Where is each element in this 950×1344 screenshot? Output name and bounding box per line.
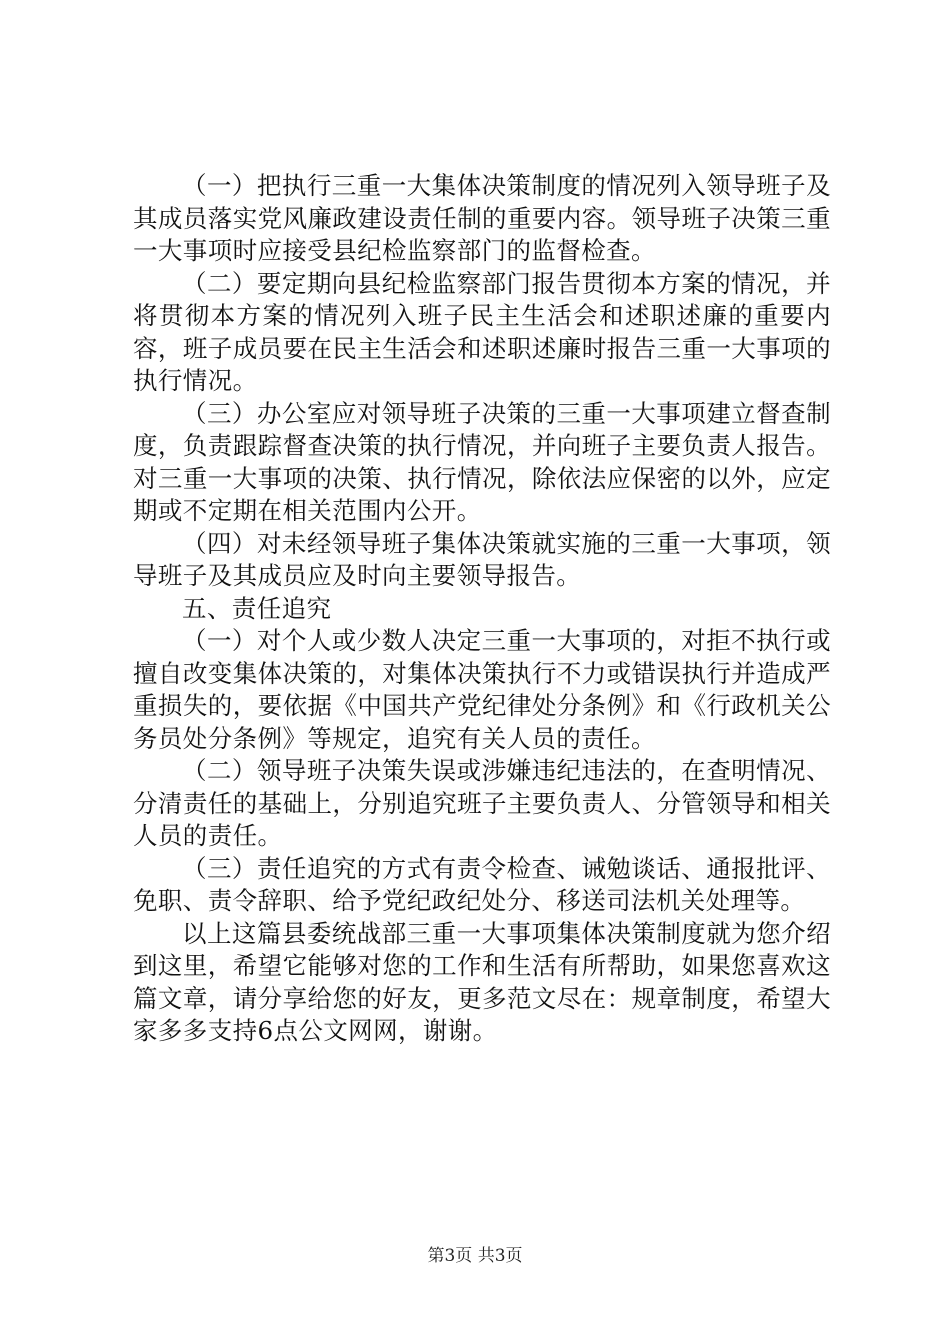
paragraph-supervision-2: （二）要定期向县纪检监察部门报告贯彻本方案的情况，并将贯彻本方案的情况列入班子民主生活会和述职述廉的重要内容，班子成员要在民主生活会和述职述廉时报告三重一大事项的执行情况。 <box>133 268 831 395</box>
paragraph-accountability-2: （二）领导班子决策失误或涉嫌违纪违法的，在查明情况、分清责任的基础上，分别追究班子主要负责人、分管领导和相关人员的责任。 <box>133 756 831 850</box>
paragraph-accountability-3: （三）责任追究的方式有责令检查、诫勉谈话、通报批评、免职、责令辞职、给予党纪政纪处分、移送司法机关处理等。 <box>133 853 831 915</box>
paragraph-supervision-3: （三）办公室应对领导班子决策的三重一大事项建立督查制度，负责跟踪督查决策的执行情况，并向班子主要负责人报告。对三重一大事项的决策、执行情况，除依法应保密的以外，应定期或不定期在相关范围内公开。 <box>133 398 831 525</box>
paragraph-supervision-1: （一）把执行三重一大集体决策制度的情况列入领导班子及其成员落实党风廉政建设责任制的重要内容。领导班子决策三重一大事项时应接受县纪检监察部门的监督检查。 <box>133 171 831 265</box>
page-footer <box>0 1245 950 1267</box>
paragraph-accountability-1: （一）对个人或少数人决定三重一大事项的，对拒不执行或擅自改变集体决策的，对集体决策执行不力或错误执行并造成严重损失的，要依据《中国共产党纪律处分条例》和《行政机关公务员处分条例》等规定，追究有关人员的责任。 <box>133 626 831 753</box>
document-body <box>133 170 831 1048</box>
paragraph-supervision-4: （四）对未经领导班子集体决策就实施的三重一大事项，领导班子及其成员应及时向主要领导报告。 <box>133 528 831 590</box>
section-heading-accountability: 五、责任追究 <box>182 593 332 623</box>
page-number-label: 第3页 共3页 <box>427 1246 523 1266</box>
paragraph-closing: 以上这篇县委统战部三重一大事项集体决策制度就为您介绍到这里，希望它能够对您的工作和生活有所帮助，如果您喜欢这篇文章，请分享给您的好友，更多范文尽在：规章制度，希望大家多多支持6点公文网网，谢谢。 <box>133 918 831 1045</box>
